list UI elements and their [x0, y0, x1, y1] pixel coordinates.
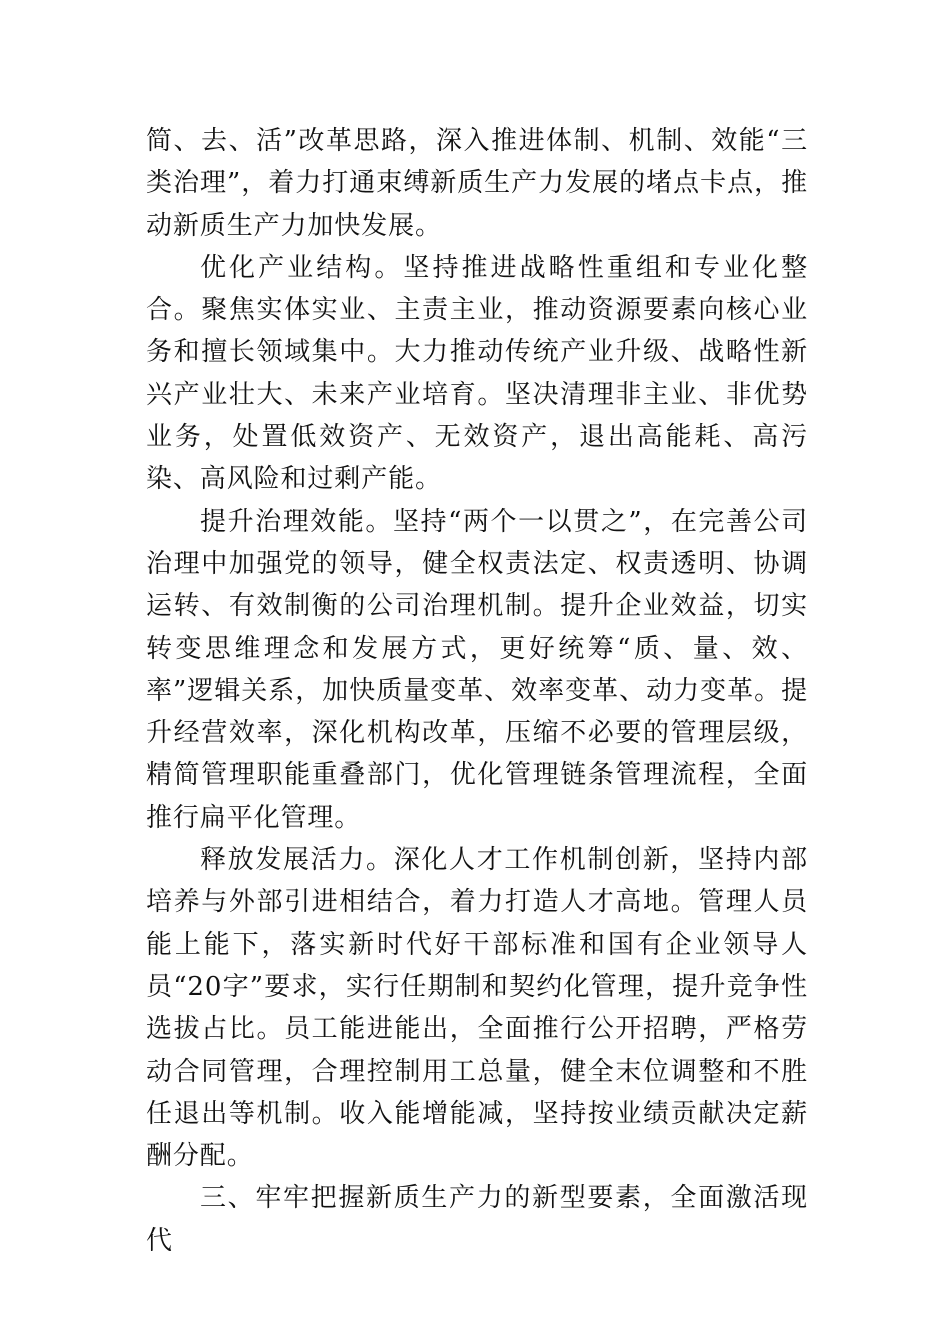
paragraph-optimize-industry-structure: 优化产业结构。坚持推进战略性重组和专业化整合。聚焦实体实业、主责主业，推动资源要素向核心业务和擅长领域集中。大力推动传统产业升级、战略性新兴产业壮大、未来产业培育。坚决清理非主业、非优势业务，处置低效资产、无效资产，退出高能耗、高污染、高风险和过剩产能。	[146, 252, 808, 495]
document-body	[146, 120, 808, 1262]
section-heading-three: 三、牢牢把握新质生产力的新型要素，全面激活现代	[146, 1183, 808, 1256]
paragraph-improve-governance: 提升治理效能。坚持“两个一以贯之”，在完善公司治理中加强党的领导，健全权责法定、权责透明、协调运转、有效制衡的公司治理机制。提升企业效益，切实转变思维理念和发展方式，更好统筹“质、量、效、率”逻辑关系，加快质量变革、效率变革、动力变革。提升经营效率，深化机构改革，压缩不必要的管理层级，精简管理职能重叠部门，优化管理链条管理流程，全面推行扁平化管理。	[146, 506, 808, 833]
paragraph-release-vitality: 释放发展活力。深化人才工作机制创新，坚持内部培养与外部引进相结合，着力打造人才高地。管理人员能上能下，落实新时代好干部标准和国有企业领导人员“20字”要求，实行任期制和契约化管理，提升竞争性选拔占比。员工能进能出，全面推行公开招聘，严格劳动合同管理，合理控制用工总量，健全末位调整和不胜任退出等机制。收入能增能减，坚持按业绩贡献决定薪酬分配。	[146, 845, 808, 1172]
paragraph-continuation: 简、去、活”改革思路，深入推进体制、机制、效能“三类治理”，着力打通束缚新质生产力发展的堵点卡点，推动新质生产力加快发展。	[146, 126, 808, 241]
